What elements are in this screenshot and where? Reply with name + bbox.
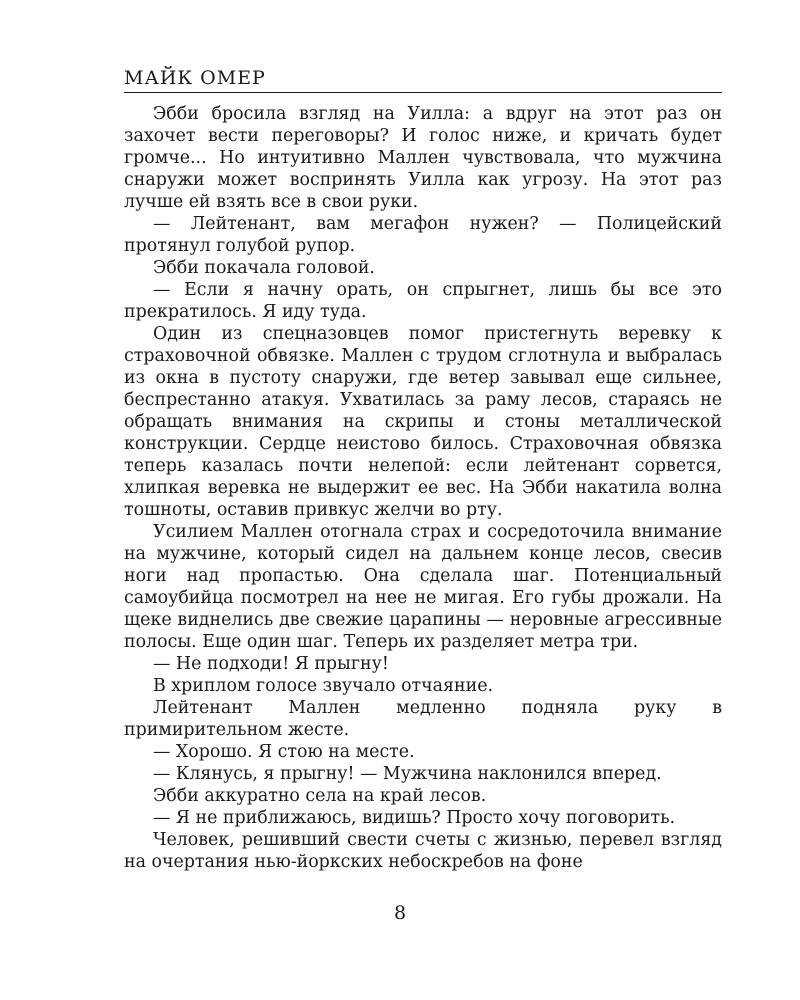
paragraph: Один из спецназовцев помог пристегнуть веревку к страховочной обвязке. Маллен с трудом сглотнула и выбралась из окна в пустоту снаружи, где ветер завывал еще сильнее, беспрестанно атакуя. Ухватилась за раму лесов, стараясь не обращать внимания на скрипы и стоны металлической конструкции. Сердце неистово билось. Страховочная обвязка теперь казалась почти нелепой: если лейтенант сорвется, хлипкая веревка не выдержит ее вес. На Эбби накатила волна тошноты, оставив привкус желчи во рту.	[124, 324, 722, 520]
paragraph: — Если я начну орать, он спрыгнет, лишь бы все это прекратилось. Я иду туда.	[124, 280, 722, 322]
paragraph: — Не подходи! Я прыгну!	[153, 654, 389, 674]
paragraph: Эбби бросила взгляд на Уилла: а вдруг на этот раз он захочет вести переговоры? И голос ниже, и кричать будет громче... Но интуитивно Маллен чувствовала, что мужчина снаружи может воспринять Уилла как угрозу. На этот раз лучше ей взять все в свои руки.	[124, 104, 722, 212]
paragraph: — Хорошо. Я стою на месте.	[153, 742, 415, 762]
paragraph: Эбби аккуратно села на край лесов.	[153, 786, 487, 806]
paragraph: Эбби покачала головой.	[153, 258, 375, 278]
body-text	[124, 103, 722, 873]
paragraph: — Клянусь, я прыгну! — Мужчина наклонился вперед.	[153, 764, 662, 784]
running-head: МАЙК ОМЕР	[124, 67, 266, 89]
paragraph: — Лейтенант, вам мегафон нужен? — Полицейский протянул голубой рупор.	[124, 214, 722, 256]
book-page	[124, 66, 722, 873]
paragraph: Лейтенант Маллен медленно подняла руку в примирительном жесте.	[124, 698, 722, 740]
paragraph: — Я не приближаюсь, видишь? Просто хочу поговорить.	[153, 808, 676, 828]
page-number: 8	[393, 902, 407, 924]
paragraph: Человек, решивший свести счеты с жизнью, перевел взгляд на очертания нью-йоркских небоскребов на фоне	[124, 830, 722, 872]
paragraph: Усилием Маллен отогнала страх и сосредоточила внимание на мужчине, который сидел на дальнем конце лесов, свесив ноги над пропастью. Она сделала шаг. Потенциальный самоубийца посмотрел на нее не мигая. Его губы дрожали. На щеке виднелись две свежие царапины — неровные агрессивные полосы. Еще один шаг. Теперь их разделяет метра три.	[124, 522, 722, 652]
paragraph: В хриплом голосе звучало отчаяние.	[153, 676, 494, 696]
header-rule	[124, 92, 722, 93]
